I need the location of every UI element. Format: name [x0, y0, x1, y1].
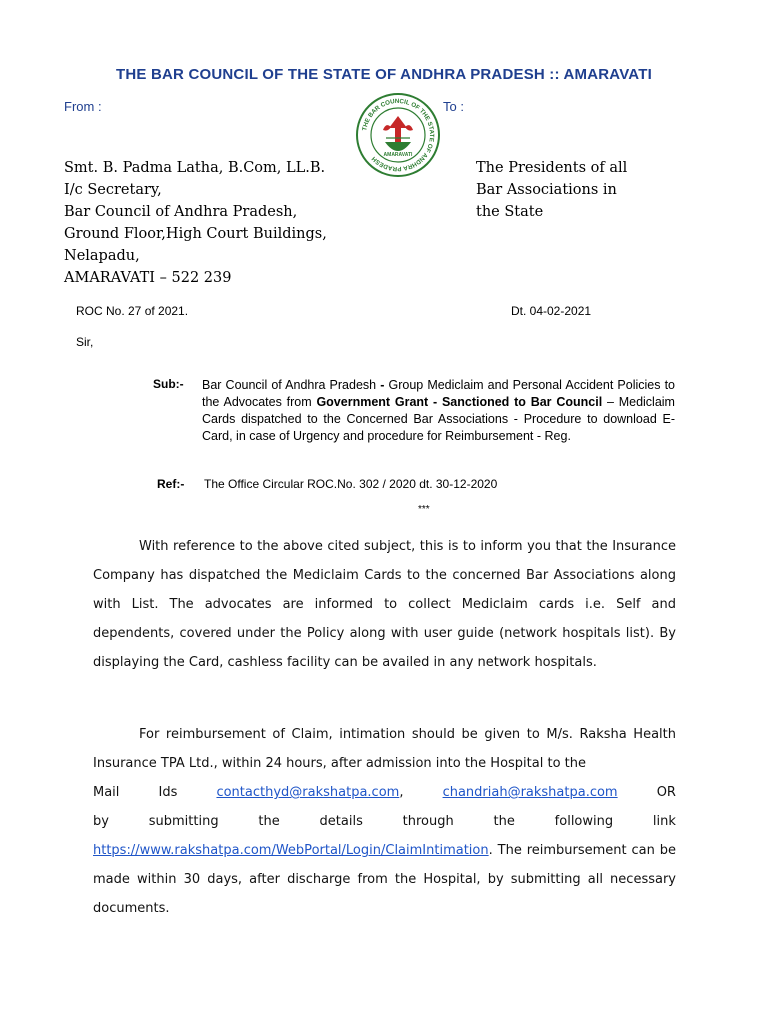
ref-label: Ref:- — [157, 477, 185, 491]
paragraph-2-tail — [93, 836, 676, 923]
paragraph-2-closing: . The reimbursement can be made within 30 days, after discharge from the Hospital, by submitting all necessary documents. — [93, 843, 676, 916]
email-link-2[interactable]: chandriah@rakshatpa.com — [442, 785, 618, 800]
roc-number: ROC No. 27 of 2021. — [76, 304, 189, 318]
paragraph-2-submit-line — [93, 807, 676, 836]
word: by — [93, 814, 109, 829]
mail-word: Mail — [93, 785, 120, 800]
word: following — [554, 814, 614, 829]
sender-city: AMARAVATI – 522 239 — [64, 270, 232, 286]
word: through — [402, 814, 454, 829]
claim-intimation-link[interactable]: https://www.rakshatpa.com/WebPortal/Login/ClaimIntimation — [93, 843, 489, 858]
sender-name: Smt. B. Padma Latha, B.Com, LL.B. — [64, 160, 326, 176]
email-link-1[interactable]: contacthyd@rakshatpa.com — [216, 785, 400, 800]
subject-part-3: – Mediclaim Cards dispatched to the Concerned Bar Associations - Procedure to download E-Card, in case of Urgency and procedure for Reimbursement - Reg. — [202, 395, 675, 443]
seal-text: THE BAR COUNCIL OF THE STATE OF ANDHRA PRADESH — [361, 97, 436, 173]
ref-text: The Office Circular ROC.No. 302 / 2020 dt. 30-12-2020 — [204, 477, 498, 491]
or-word: OR — [656, 785, 676, 800]
sender-block — [64, 157, 327, 289]
word: submitting — [148, 814, 219, 829]
paragraph-2-intro: For reimbursement of Claim, intimation should be given to M/s. Raksha Health Insurance TPA Ltd., within 24 hours, after admission into the Hospital to the — [93, 727, 676, 771]
subject-part-2: Group Mediclaim and Personal Accident Policies to the Advocates from — [202, 378, 675, 409]
bar-council-seal-logo — [355, 92, 441, 178]
salutation: Sir, — [76, 335, 94, 349]
from-label: From : — [64, 99, 102, 114]
sender-designation: I/c Secretary, — [64, 182, 162, 198]
sender-org: Bar Council of Andhra Pradesh, — [64, 204, 298, 220]
sender-address-1: Ground Floor,High Court Buildings, — [64, 226, 327, 242]
word: details — [319, 814, 363, 829]
subject-text — [202, 377, 675, 445]
letter-date: Dt. 04-02-2021 — [511, 304, 592, 318]
separator-stars: *** — [418, 504, 430, 515]
word: link — [652, 814, 676, 829]
paragraph-2 — [93, 720, 676, 923]
paragraph-1: With reference to the above cited subject, this is to inform you that the Insurance Company has dispatched the Mediclaim Cards to the concerned Bar Associations along with List. The advocates are informed to collect Mediclaim cards i.e. Self and dependents, covered under the Policy along with user guide (network hospitals list). By displaying the Card, cashless facility can be availed in any network hospitals. — [93, 539, 676, 670]
word: the — [258, 814, 280, 829]
seal-bottom-text: AMARAVATI — [383, 152, 413, 158]
subject-part-1: Bar Council of Andhra Pradesh — [202, 378, 377, 392]
subject-bold: Government Grant - Sanctioned to Bar Council — [316, 395, 603, 409]
email-1-wrap — [216, 778, 403, 807]
recipient-line-3: the State — [476, 204, 544, 220]
comma: , — [399, 785, 404, 800]
subject-label: Sub:- — [153, 377, 184, 391]
subject-dash: - — [376, 378, 389, 392]
to-label: To : — [443, 99, 464, 114]
paragraph-2-mail-line — [93, 778, 676, 807]
recipient-block — [476, 157, 627, 223]
page-title: THE BAR COUNCIL OF THE STATE OF ANDHRA PRADESH :: AMARAVATI — [116, 66, 652, 83]
sender-address-2: Nelapadu, — [64, 248, 140, 264]
recipient-line-1: The Presidents of all — [476, 160, 628, 176]
word: the — [493, 814, 515, 829]
recipient-line-2: Bar Associations in — [476, 182, 617, 198]
ids-word: Ids — [158, 785, 178, 800]
